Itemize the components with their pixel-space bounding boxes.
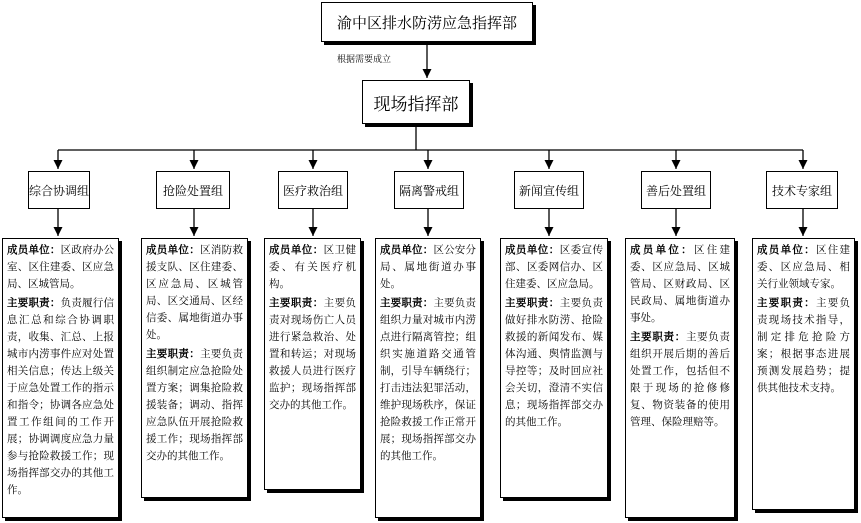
members-text: 区住建委、区应急局、区城管局、区财政局、区民政局、属地街道办事处。 — [630, 244, 731, 324]
duties-text: 主要负责组织制定应急抢险处置方案；调集抢险救援装备；调动、指挥应急队伍开展抢险救援工作；现场指挥部交办的其他工作。 — [146, 348, 243, 462]
duties-label: 主要职责： — [505, 297, 560, 309]
duties-text: 主要负责做好排水防涝、抢险救援的新闻发布、媒体沟通、舆情监测与导控等；及时回应社会关切，澄清不实信息；现场指挥部交办的其他工作。 — [505, 297, 603, 428]
duties-text: 主要负责组织开展后期的善后处置工作，包括但不限于现场的抢修修复、物资装备的使用管理、保险理赔等。 — [630, 331, 730, 428]
members-text: 区卫健委、有关医疗机构。 — [269, 244, 357, 290]
desc-box-experts — [752, 238, 855, 510]
members-label: 成员单位： — [630, 244, 694, 256]
connector-note: 根据需要成立 — [337, 55, 392, 65]
duties-text: 主要负责对现场伤亡人员进行紧急救治、处置和转运；对现场救援人员进行医疗监护；现场指挥部交办的其他工作。 — [269, 297, 357, 411]
group-name: 新闻宣传组 — [518, 183, 579, 198]
duties-text: 负责履行信息汇总和综合协调职责，收集、汇总、上报城市内涝事件应对处置相关信息；传达上级关于应急处置工作的指示和指令；协调各应急处置工作组间的工作开展；协调调度应急力量参与抢险救援工作；现场指挥部交办的其他工作。 — [7, 297, 115, 496]
duties-label: 主要职责： — [269, 297, 324, 309]
duties-paragraph — [269, 295, 356, 414]
root-title: 渝中区排水防涝应急指挥部 — [336, 13, 517, 32]
duties-label: 主要职责： — [380, 297, 434, 309]
desc-box-publicity — [500, 238, 608, 498]
members-paragraph — [146, 242, 243, 344]
members-text: 区消防救援支队、区住建委、区应急局、区城管局、区交通局、区经信委、属地街道办事处。 — [146, 244, 243, 341]
members-paragraph — [7, 242, 114, 293]
group-box-experts — [766, 171, 838, 209]
duties-paragraph — [757, 295, 850, 397]
group-name: 抢险处置组 — [162, 183, 223, 198]
desc-box-aftermath — [625, 238, 735, 518]
duties-label: 主要职责： — [146, 348, 201, 360]
field-title: 现场指挥部 — [373, 94, 459, 115]
duties-paragraph — [7, 295, 114, 499]
duties-paragraph — [146, 346, 243, 465]
members-text: 区公安分局、属地街道办事处。 — [380, 244, 476, 290]
group-box-coordination — [28, 171, 90, 209]
members-paragraph — [380, 242, 476, 293]
group-name: 技术专家组 — [771, 183, 832, 198]
desc-box-cordon — [375, 238, 481, 518]
duties-paragraph — [380, 295, 476, 465]
members-label: 成员单位： — [7, 244, 61, 256]
desc-box-medical — [264, 238, 361, 490]
members-label: 成员单位： — [757, 244, 816, 256]
field-command-box — [362, 80, 470, 124]
members-text: 区委宣传部、区委网信办、区住建委、区应急局。 — [505, 244, 603, 290]
group-box-cordon — [394, 171, 464, 209]
desc-box-coordination — [2, 238, 119, 518]
duties-text: 主要负责现场技术指导，制定排危抢险方案；根据事态进展预测发展趋势；提供其他技术支持。 — [757, 297, 851, 394]
members-label: 成员单位： — [146, 244, 201, 256]
root-command-box — [321, 2, 533, 42]
duties-label: 主要职责： — [757, 297, 816, 309]
members-text: 区住建委、区应急局、相关行业领域专家。 — [757, 244, 851, 290]
desc-box-rescue — [141, 238, 248, 498]
duties-text: 主要负责组织力量对城市内涝点进行隔离管控；组织实施道路交通管制，引导车辆绕行；打击违法犯罪活动，维护现场秩序，保证抢险救援工作正常开展；现场指挥部交办的其他工作。 — [380, 297, 476, 462]
group-box-rescue — [156, 171, 230, 209]
duties-label: 主要职责： — [7, 297, 61, 309]
members-paragraph — [505, 242, 603, 293]
members-label: 成员单位： — [269, 244, 324, 256]
group-name: 医疗救治组 — [282, 183, 343, 198]
members-label: 成员单位： — [380, 244, 434, 256]
members-paragraph — [269, 242, 356, 293]
group-name: 善后处置组 — [645, 183, 706, 198]
group-box-aftermath — [641, 171, 711, 209]
group-box-publicity — [514, 171, 584, 209]
members-paragraph — [757, 242, 850, 293]
members-paragraph — [630, 242, 730, 327]
duties-paragraph — [505, 295, 603, 431]
members-label: 成员单位： — [505, 244, 560, 256]
group-name: 隔离警戒组 — [398, 183, 459, 198]
duties-label: 主要职责： — [630, 331, 686, 343]
members-text: 区政府办公室、区住建委、区应急局、区城管局。 — [7, 244, 115, 290]
group-name: 综合协调组 — [29, 183, 90, 198]
group-box-medical — [278, 171, 348, 209]
duties-paragraph — [630, 329, 730, 431]
